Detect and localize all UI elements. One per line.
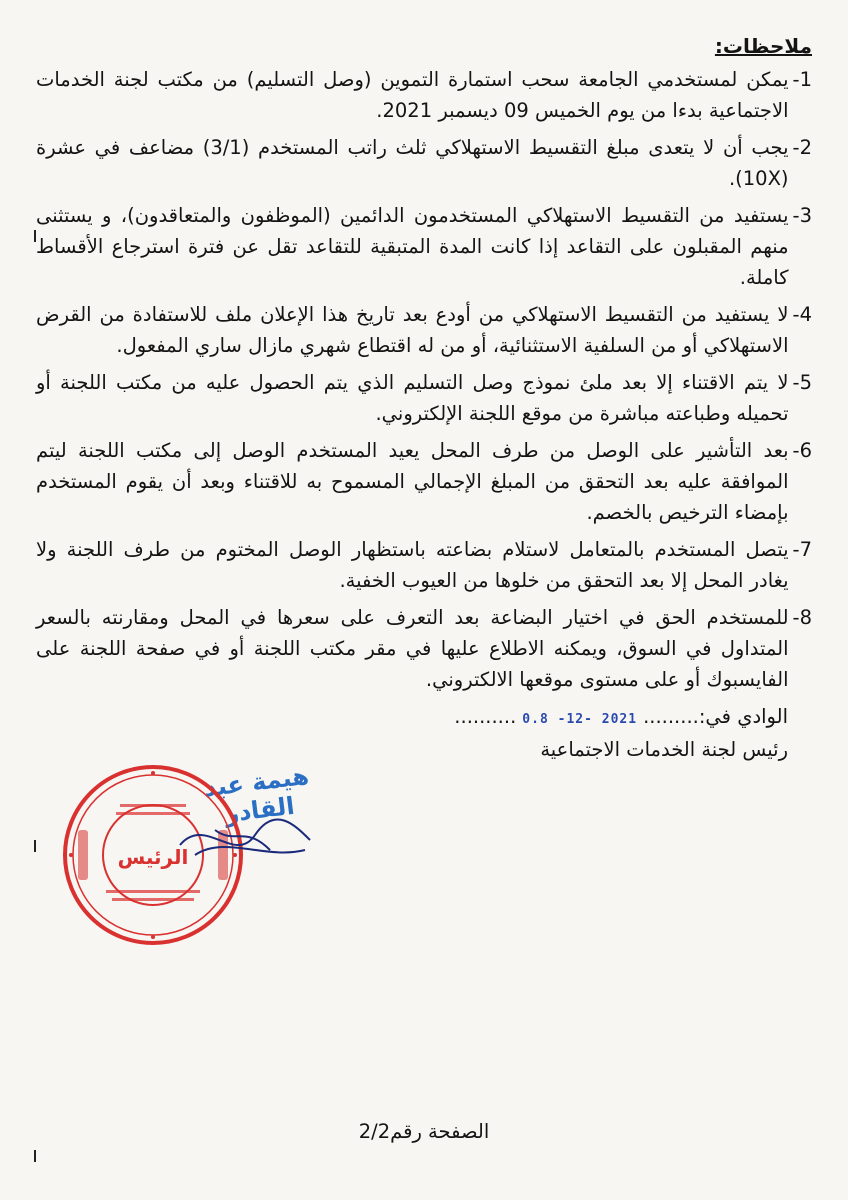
note-number: 4- <box>792 303 812 326</box>
note-text: يمكن لمستخدمي الجامعة سحب استمارة التموين (وصل التسليم) من مكتب لجنة الخدمات الاجتماعية بدءا من يوم الخميس 09 ديسمبر 2021. <box>36 68 789 122</box>
note-text: يستفيد من التقسيط الاستهلاكي المستخدمون الدائمين (الموظفون والمتعاقدون)، و يستثنى منهم المقبلون على التقاعد إذا كانت المدة المتبقية للتقاعد تقل عن فترة استرجاع الأقساط كاملة. <box>36 204 789 289</box>
date-stamp: 2021 -12- 0.8 <box>522 712 638 727</box>
note-item <box>36 435 812 528</box>
note-number: 5- <box>792 371 812 394</box>
note-number: 8- <box>792 606 812 629</box>
note-item <box>36 299 812 361</box>
signatory-title: رئيس لجنة الخدمات الاجتماعية <box>540 738 788 761</box>
note-item <box>36 367 812 429</box>
note-text: لا يستفيد من التقسيط الاستهلاكي من أودع بعد تاريخ هذا الإعلان ملف للاستفادة من القرض الاستهلاكي أو من السلفية الاستثنائية، أو من له اقتطاع شهري مازال ساري المفعول. <box>36 303 789 357</box>
note-item <box>36 132 812 194</box>
notes-heading: ملاحظات: <box>714 34 812 58</box>
note-item <box>36 602 812 695</box>
margin-mark <box>34 230 36 242</box>
handwritten-signature-icon <box>175 805 315 875</box>
note-item <box>36 64 812 126</box>
seal-center-text: الرئيس <box>117 845 189 869</box>
note-text: لا يتم الاقتناء إلا بعد ملئ نموذج وصل التسليم الذي يتم الحصول عليه من مكتب اللجنة أو تحميله وطباعته مباشرة من موقع اللجنة الإلكتروني. <box>36 371 789 425</box>
note-text: للمستخدم الحق في اختيار البضاعة بعد التعرف على سعرها في المحل ومقارنته بالسعر المتداول في السوق، ويمكنه الاطلاع عليها في مقر مكتب اللجنة أو في صفحة اللجنة على الفايسبوك أو على مستوى موقعها الالكتروني. <box>36 606 789 691</box>
note-number: 2- <box>792 136 812 159</box>
note-item <box>36 200 812 293</box>
note-item <box>36 534 812 596</box>
notes-list <box>36 64 812 701</box>
note-number: 7- <box>792 538 812 561</box>
margin-mark <box>34 1150 36 1162</box>
note-number: 1- <box>792 68 812 91</box>
note-number: 6- <box>792 439 812 462</box>
note-text: يتصل المستخدم بالمتعامل لاستلام بضاعته باستظهار الوصل المختوم من طرف اللجنة ولا يغادر المحل إلا بعد التحقق من خلوها من العيوب الخفية. <box>36 538 789 592</box>
date-line <box>454 702 788 735</box>
note-number: 3- <box>792 204 812 227</box>
name-stamp: هيمة عبد القادر <box>202 761 311 829</box>
signature-block <box>454 702 788 765</box>
margin-mark <box>34 840 36 852</box>
date-trail: .......... <box>454 705 517 728</box>
page-number: الصفحة رقم2/2 <box>358 1120 490 1143</box>
place-date-label: الوادي في:......... <box>643 705 788 728</box>
note-text: يجب أن لا يتعدى مبلغ التقسيط الاستهلاكي ثلث راتب المستخدم (3/1) مضاعف في عشرة (10X). <box>36 136 789 190</box>
note-text: بعد التأشير على الوصل من طرف المحل يعيد المستخدم الوصل إلى مكتب اللجنة ليتم الموافقة عليه بعد التحقق من المبلغ الإجمالي المسموح به للاقتناء وبعد أن يقوم المستخدم بإمضاء الترخيص بالخصم. <box>36 439 789 524</box>
